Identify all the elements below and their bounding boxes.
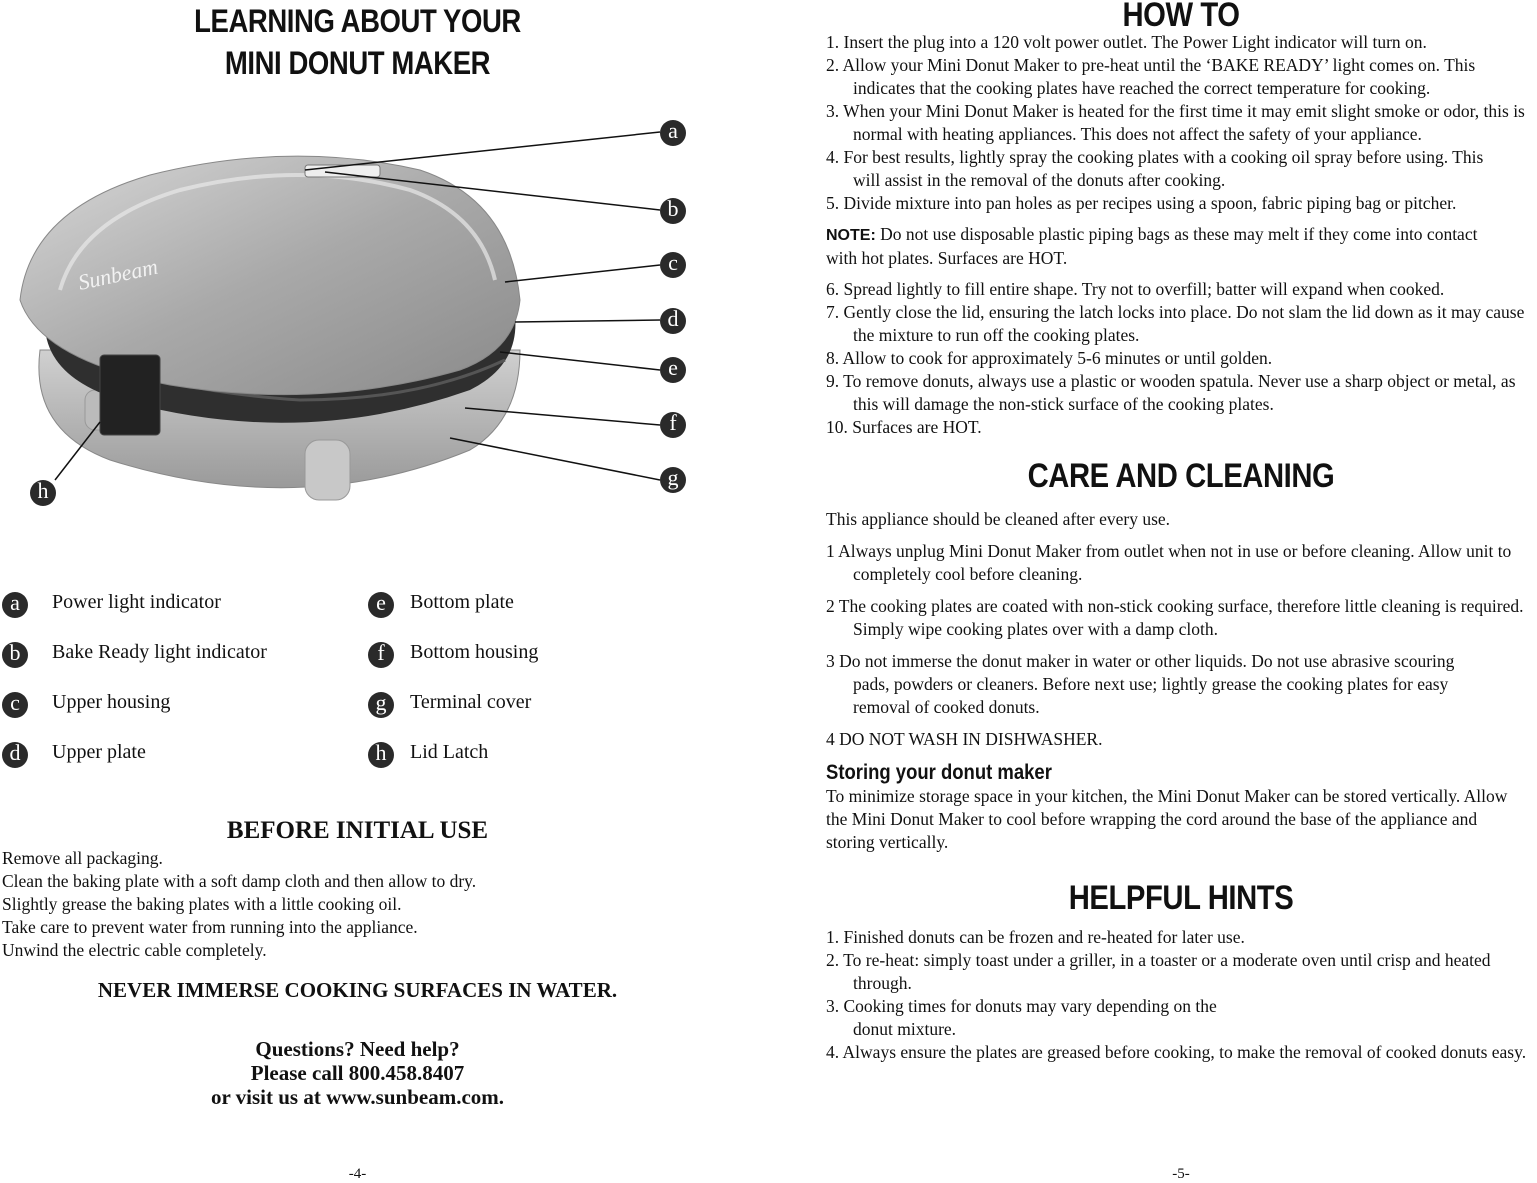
storing-text: To minimize storage space in your kitchen, the Mini Donut Maker can be stored vertically. Allow the Mini Donut Maker to cool before wrapping the cord around the base of the appliance and storing vertically. — [826, 786, 1508, 852]
hint-item: 4. Always ensure the plates are greased before cooking, to make the removal of cooked donuts easy. — [826, 1042, 1527, 1062]
legend-label-h: Lid Latch — [410, 741, 489, 763]
before-line: Unwind the electric cable completely. — [2, 940, 267, 960]
lid-latch-shape — [100, 355, 160, 435]
legend-badge-d: d — [2, 742, 28, 768]
left-page-title — [50, 0, 665, 84]
before-line: Slightly grease the baking plates with a little cooking oil. — [2, 894, 402, 914]
legend-badge-b: b — [2, 642, 28, 668]
legend-label-a: Power light indicator — [52, 591, 221, 613]
legend-label-f: Bottom housing — [410, 641, 539, 663]
care-item: 3 Do not immerse the donut maker in water or other liquids. Do not use abrasive scouring pads, powders or cleaners. Before next use; lightly grease the cooking plates for easy removal of cooked donuts. — [826, 651, 1455, 717]
help-block — [0, 1037, 715, 1109]
legend-label-b: Bake Ready light indicator — [52, 641, 267, 663]
before-line: Take care to prevent water from running into the appliance. — [2, 917, 418, 937]
storing-title: Storing your donut maker — [826, 761, 1052, 784]
howto-step: 7. Gently close the lid, ensuring the latch locks into place. Do not slam the lid down as it may cause the mixture to run off the cooking plates. — [826, 302, 1525, 345]
howto-step: 3. When your Mini Donut Maker is heated for the first time it may emit slight smoke or odor, this is normal with heating appliances. This does not affect the safety of your appliance. — [826, 101, 1525, 144]
care-item: 2 The cooking plates are coated with non-stick cooking surface, therefore little cleaning is required. Simply wipe cooking plates over with a damp cloth. — [826, 596, 1524, 639]
howto-step: 8. Allow to cook for approximately 5-6 minutes or until golden. — [826, 348, 1273, 368]
legend-badge-e: e — [368, 592, 394, 618]
page-number-right: -5- — [1172, 1166, 1190, 1182]
legend-badge-a: a — [2, 592, 28, 618]
title-line-2: MINI DONUT MAKER — [224, 45, 491, 81]
legend-label-e: Bottom plate — [410, 591, 514, 613]
hints-list — [826, 926, 1536, 1064]
care-title: CARE AND CLEANING — [1027, 457, 1335, 495]
howto-step: 1. Insert the plug into a 120 volt power outlet. The Power Light indicator will turn on. — [826, 32, 1427, 52]
callout-f: f — [660, 412, 686, 438]
howto-steps-2 — [826, 278, 1536, 439]
page-number-left: -4- — [348, 1166, 367, 1182]
howto-step: 6. Spread lightly to fill entire shape. Try not to overfill; batter will expand when cooked. — [826, 279, 1445, 299]
howto-step: 10. Surfaces are HOT. — [826, 417, 982, 437]
right-page — [826, 0, 1536, 1064]
care-intro: This appliance should be cleaned after every use. — [826, 509, 1171, 529]
legend-badge-f: f — [368, 642, 394, 668]
title-line-1: LEARNING ABOUT YOUR — [194, 3, 521, 39]
help-line-3: or visit us at www.sunbeam.com. — [210, 1085, 505, 1109]
hint-item: 2. To re-heat: simply toast under a griller, in a toaster or a moderate oven until crisp and heated through. — [826, 950, 1491, 993]
howto-step: 5. Divide mixture into pan holes as per recipes using a spoon, fabric piping bag or pitcher. — [826, 193, 1457, 213]
callout-d: d — [660, 308, 686, 334]
sunbeam-logo: Sunbeam — [75, 253, 160, 295]
howto-title: HOW TO — [1122, 0, 1240, 34]
donut-maker-illustration — [0, 100, 700, 550]
care-item: 1 Always unplug Mini Donut Maker from outlet when not in use or before cleaning. Allow unit to completely cool before cleaning. — [826, 541, 1512, 584]
legend-label-c: Upper housing — [52, 691, 171, 713]
note-text: Do not use disposable plastic piping bags as these may melt if they come into contact with hot plates. Surfaces are HOT. — [826, 224, 1478, 268]
warning-text: NEVER IMMERSE COOKING SURFACES IN WATER. — [97, 978, 618, 1002]
callout-h: h — [30, 480, 56, 506]
legend-badge-c: c — [2, 692, 28, 718]
howto-step: 2. Allow your Mini Donut Maker to pre-heat until the ‘BAKE READY’ light comes on. This indicates that the cooking plates have reached the correct temperature for cooking. — [826, 55, 1476, 98]
before-initial-use-list — [2, 847, 702, 962]
note — [826, 223, 1536, 270]
hints-title: HELPFUL HINTS — [1068, 879, 1294, 917]
indicator-lights-shape — [305, 165, 380, 177]
callout-g: g — [660, 467, 686, 493]
howto-step: 9. To remove donuts, always use a plastic or wooden spatula. Never use a sharp object or metal, as this will damage the non-stick surface of the cooking plates. — [826, 371, 1516, 414]
callout-e: e — [660, 357, 686, 383]
note-label: NOTE: — [826, 227, 876, 244]
before-line: Remove all packaging. — [2, 848, 163, 868]
help-line-2: Please call 800.458.8407 — [250, 1061, 465, 1085]
legend-badge-h: h — [368, 742, 394, 768]
howto-step: 4. For best results, lightly spray the cooking plates with a cooking oil spray before using. This will assist in the removal of the donuts after cooking. — [826, 147, 1484, 190]
callout-b: b — [660, 198, 686, 224]
callout-c: c — [660, 252, 686, 278]
care-item: 4 DO NOT WASH IN DISHWASHER. — [826, 729, 1103, 749]
before-initial-use-title: BEFORE INITIAL USE — [226, 817, 489, 844]
callout-a: a — [660, 120, 686, 146]
hint-item: 3. Cooking times for donuts may vary depending on the donut mixture. — [826, 996, 1217, 1039]
help-line-1: Questions? Need help? — [255, 1037, 460, 1061]
legend-label-d: Upper plate — [52, 741, 146, 763]
legend-label-g: Terminal cover — [410, 691, 532, 713]
foot-shape — [305, 440, 350, 500]
legend-badge-g: g — [368, 692, 394, 718]
hint-item: 1. Finished donuts can be frozen and re-heated for later use. — [826, 927, 1245, 947]
before-line: Clean the baking plate with a soft damp cloth and then allow to dry. — [2, 871, 477, 891]
care-list — [826, 540, 1536, 751]
howto-steps — [826, 31, 1536, 215]
